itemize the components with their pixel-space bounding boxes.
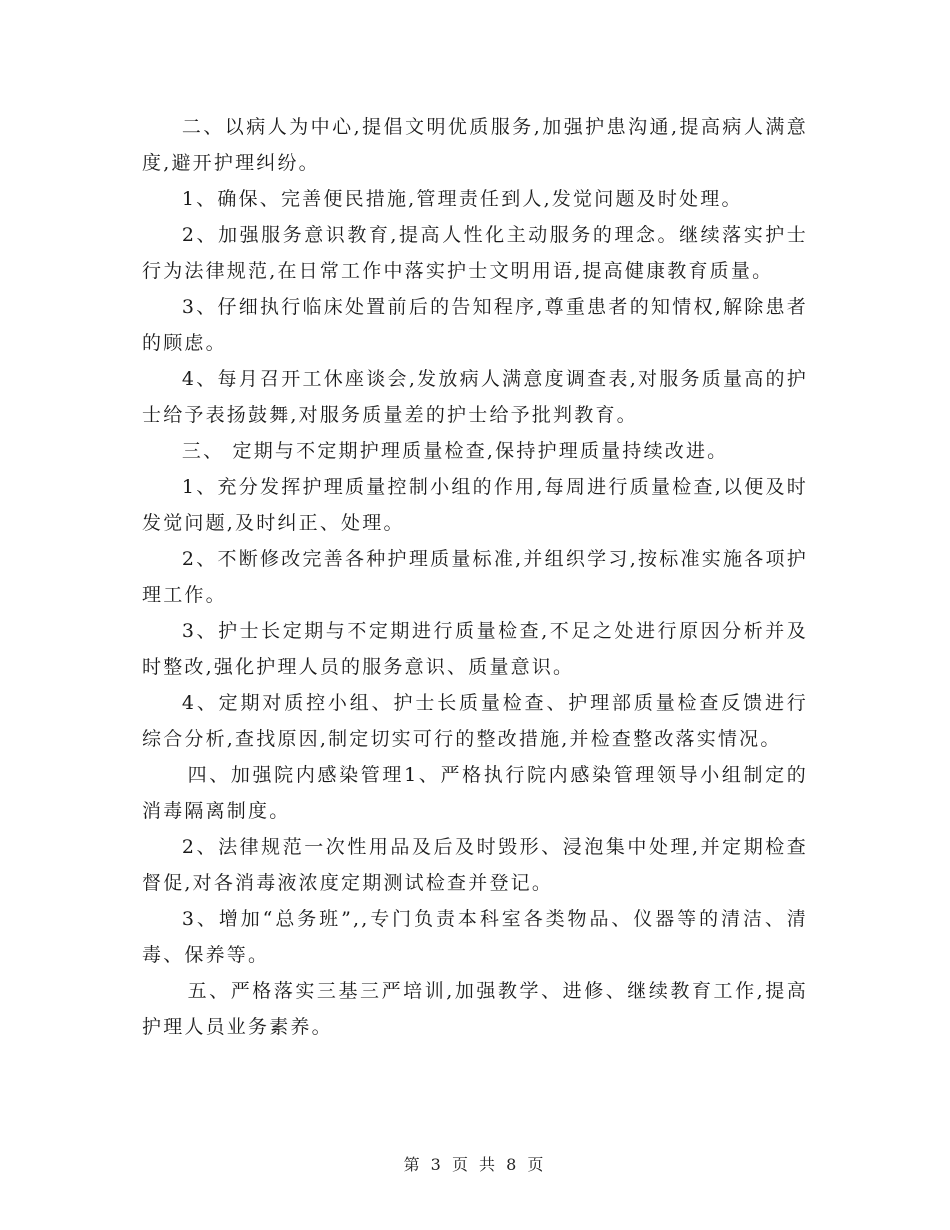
paragraph-item: 3、护士长定期与不定期进行质量检查,不足之处进行原因分析并及时整改,强化护理人员的服务意识、质量意识。: [142, 620, 808, 678]
paragraph-item: 4、每月召开工休座谈会,发放病人满意度调查表,对服务质量高的护士给予表扬鼓舞,对服务质量差的护士给予批判教育。: [142, 368, 808, 426]
paragraph-section-four: 四、加强院内感染管理1、严格执行院内感染管理领导小组制定的消毒隔离制度。: [142, 764, 808, 822]
paragraph-item: 1、确保、完善便民措施,管理责任到人,发觉问题及时处理。: [181, 188, 743, 210]
paragraph-section-five: 五、严格落实三基三严培训,加强教学、进修、继续教育工作,提高护理人员业务素养。: [142, 980, 808, 1038]
paragraph-item: 2、不断修改完善各种护理质量标准,并组织学习,按标准实施各项护理工作。: [142, 548, 808, 606]
paragraph-item: 3、仔细执行临床处置前后的告知程序,尊重患者的知情权,解除患者的顾虑。: [142, 296, 808, 354]
paragraph-item: 2、加强服务意识教育,提高人性化主动服务的理念。继续落实护士行为法律规范,在日常工作中落实护士文明用语,提高健康教育质量。: [142, 224, 808, 282]
page-number-footer: 第 3 页 共 8 页: [403, 1155, 547, 1174]
paragraph-section-three: 三、 定期与不定期护理质量检查,保持护理质量持续改进。: [181, 440, 729, 462]
paragraph-section-two: 二、以病人为中心,提倡文明优质服务,加强护患沟通,提高病人满意度,避开护理纠纷。: [142, 116, 808, 174]
paragraph-item: 1、充分发挥护理质量控制小组的作用,每周进行质量检查,以便及时发觉问题,及时纠正、处理。: [142, 476, 808, 534]
paragraph-item: 3、增加“总务班”,,专门负责本科室各类物品、仪器等的清洁、清毒、保养等。: [142, 908, 808, 966]
document-body: [142, 109, 808, 1045]
paragraph-item: 2、法律规范一次性用品及后及时毁形、浸泡集中处理,并定期检查督促,对各消毒液浓度定期测试检查并登记。: [142, 836, 808, 894]
paragraph-item: 4、定期对质控小组、护士长质量检查、护理部质量检查反馈进行综合分析,查找原因,制定切实可行的整改措施,并检查整改落实情况。: [142, 692, 808, 750]
